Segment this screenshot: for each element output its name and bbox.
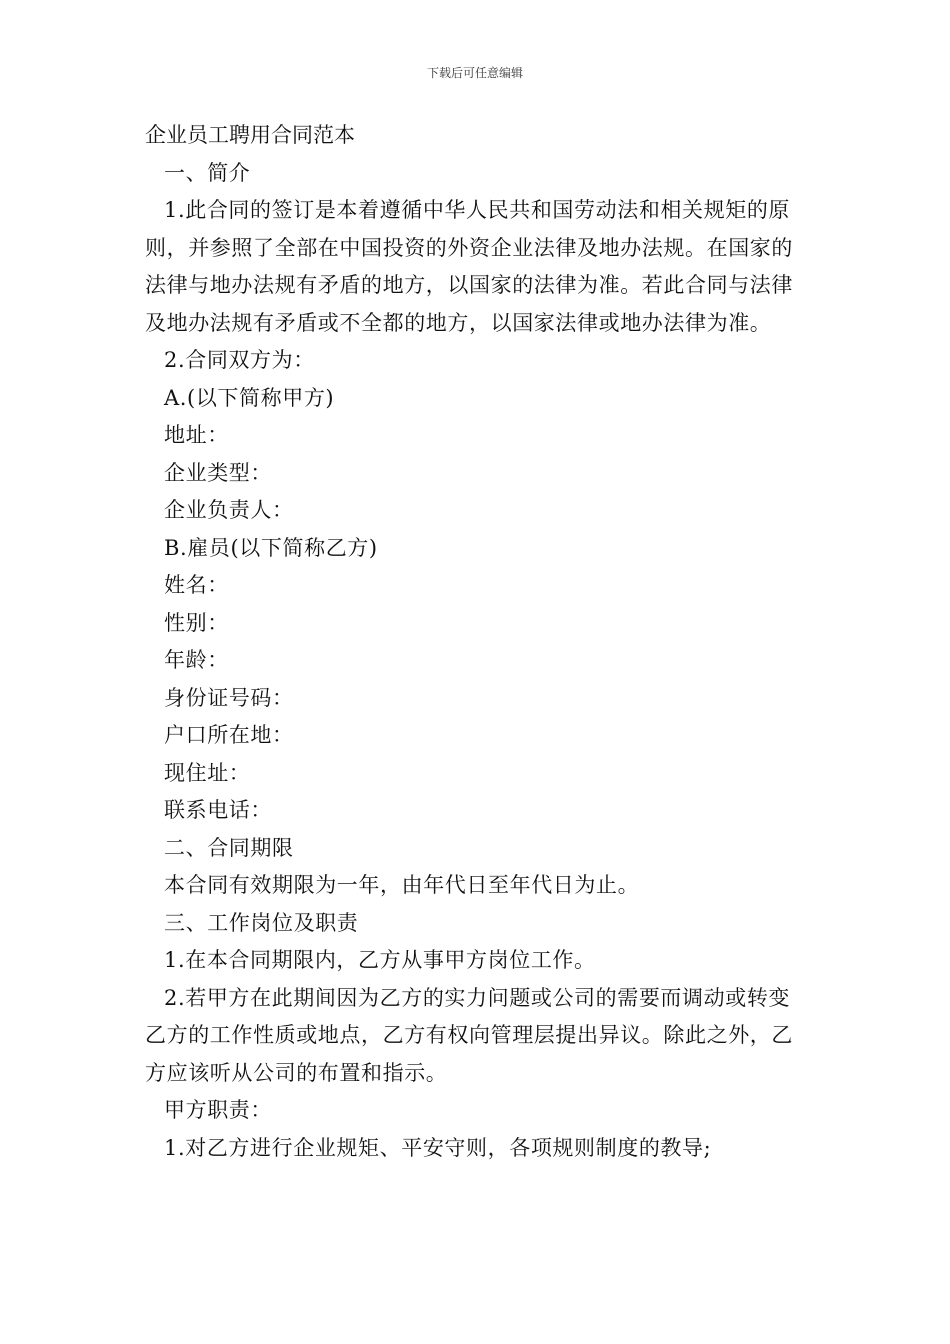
field-current-address: 现住址： bbox=[164, 760, 251, 785]
paragraph-clause-2: 2.合同双方为： bbox=[164, 348, 315, 372]
party-b-label: B.雇员(以下简称乙方) bbox=[164, 535, 378, 560]
document-body bbox=[145, 117, 810, 1167]
field-household-registration: 户口所在地： bbox=[164, 723, 294, 747]
party-a-label: A.(以下简称甲方) bbox=[164, 385, 335, 410]
page-header: 下载后可任意编辑 bbox=[426, 66, 523, 80]
paragraph-clause-1: 1.此合同的签订是本着遵循中华人民共和国劳动法和相关规矩的原则，并参照了全部在中国投资的外资企业法律及地办法规。在国家的法律与地办法规有矛盾的地方，以国家的法律为准。若此合同与法律及地办法规有矛盾或不全都的地方，以国家法律或地办法律为准。 bbox=[145, 198, 793, 335]
section-heading-intro: 一、简介 bbox=[164, 160, 251, 185]
field-phone: 联系电话： bbox=[164, 798, 272, 822]
field-company-type: 企业类型： bbox=[164, 460, 272, 485]
field-name: 姓名： bbox=[164, 573, 229, 597]
field-gender: 性别： bbox=[164, 610, 229, 635]
paragraph-duty-2: 2.若甲方在此期间因为乙方的实力问题或公司的需要而调动或转变乙方的工作性质或地点，乙方有权向管理层提出异议。除此之外，乙方应该听从公司的布置和指示。 bbox=[145, 985, 793, 1085]
party-a-duties-label: 甲方职责： bbox=[164, 1098, 272, 1122]
field-address: 地址： bbox=[164, 423, 229, 447]
paragraph-duty-1: 1.在本合同期限内，乙方从事甲方岗位工作。 bbox=[164, 948, 596, 972]
paragraph-term: 本合同有效期限为一年，由年代日至年代日为止。 bbox=[164, 873, 640, 897]
section-heading-duties: 三、工作岗位及职责 bbox=[164, 910, 359, 935]
paragraph-party-a-duty-1: 1.对乙方进行企业规矩、平安守则，各项规则制度的教导; bbox=[164, 1135, 712, 1160]
document-title: 企业员工聘用合同范本 bbox=[145, 123, 355, 147]
field-id-number: 身份证号码： bbox=[164, 685, 294, 710]
field-age: 年龄： bbox=[164, 648, 229, 672]
section-heading-term: 二、合同期限 bbox=[164, 835, 294, 860]
field-company-head: 企业负责人： bbox=[164, 498, 294, 522]
